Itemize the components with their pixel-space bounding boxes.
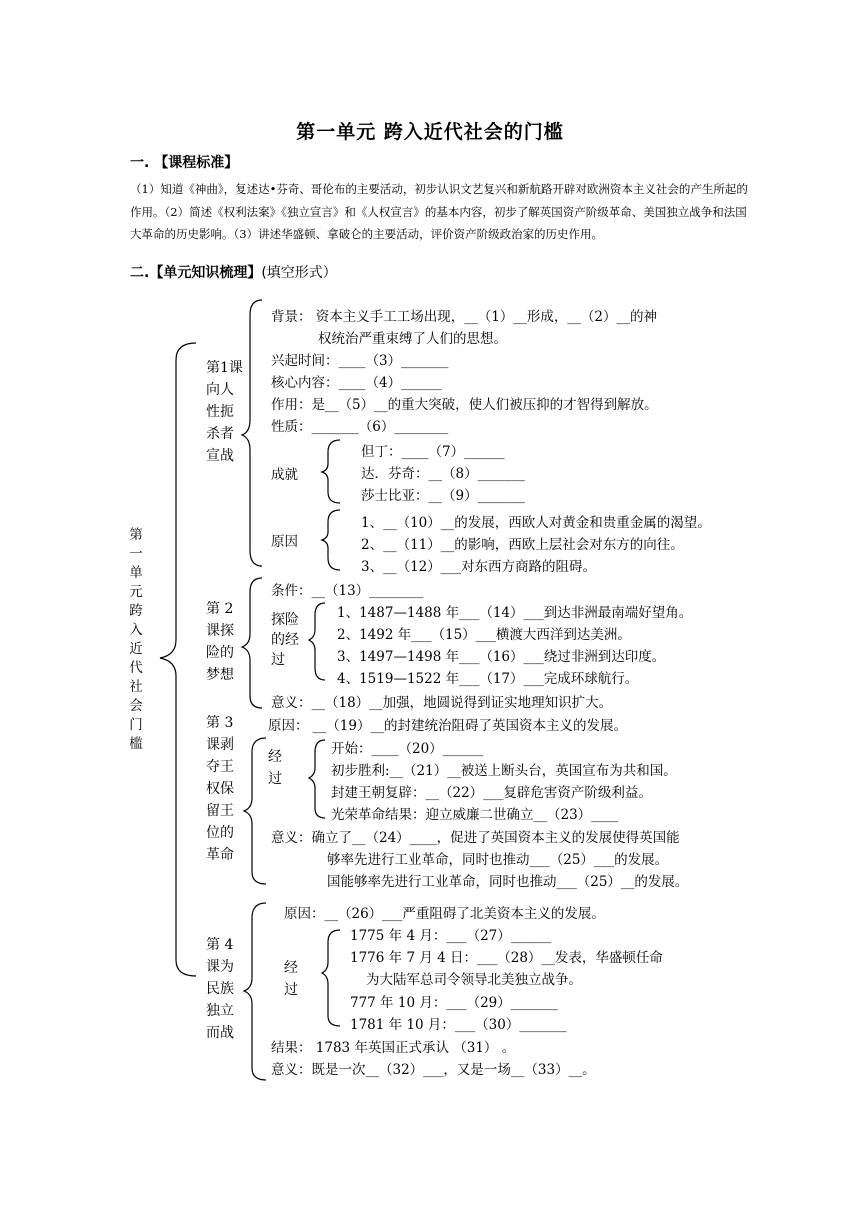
- l4-result: 结果： 1783 年英国正式承认 （31） 。: [271, 1040, 516, 1056]
- l3-glorious-revolution: 光荣革命结果：迎立威廉二世确立__（23）____: [331, 807, 619, 823]
- l2-voyage-2: 2、1492 年___（15）___横渡大西洋到达美洲。: [337, 627, 631, 643]
- achievements-bracket: [322, 440, 340, 503]
- l1-background: 背景： 资本主义手工工场出现，__（1）__形成，__（2）__的神: [271, 309, 657, 325]
- l1-background-cont: 权统治严重束缚了人们的思想。: [318, 331, 507, 347]
- l1-cause-3: 3、__（12）___对东西方商路的阻碍。: [361, 559, 597, 575]
- l4-1777: 777 年 10 月：___（29）_______: [350, 995, 558, 1011]
- l1-shakespeare: 莎士比亚：__（9）_______: [361, 488, 525, 504]
- unit-label: 第一单元跨入近代社会门槛: [129, 527, 143, 752]
- l3-restoration: 封建王朝复辟：__（22）___复辟危害资产阶级利益。: [331, 785, 652, 801]
- l4-1775: 1775 年 4 月：___（27）______: [350, 928, 552, 944]
- lesson3-bracket: [244, 738, 266, 884]
- causes-bracket: [322, 510, 340, 570]
- l3-start: 开始：____（20）______: [331, 741, 484, 757]
- lesson-3-label: 第 3 课剥夺王权保留王位的革命: [206, 715, 234, 863]
- process3-bracket: [309, 740, 325, 818]
- l1-core-content: 核心内容：____（4）______: [271, 375, 442, 391]
- l3-cause: 原因： __（19）__的封建统治阻碍了英国资本主义的发展。: [268, 718, 627, 734]
- l2-voyage-4: 4、1519—1522 年___（17）___完成环球航行。: [337, 671, 639, 687]
- l1-nature: 性质：_______（6）________: [271, 419, 449, 435]
- l4-1781: 1781 年 10 月：___（30）_______: [350, 1017, 567, 1033]
- process4-bracket: [322, 930, 340, 1026]
- l4-significance: 意义：既是一次__（32）___，又是一场__（33）__。: [271, 1062, 596, 1078]
- l3-process-label: 经过: [268, 749, 282, 787]
- l1-achievements-label: 成就: [271, 467, 298, 483]
- l1-da-vinci: 达．芬奇：__（8）_______: [361, 466, 525, 482]
- course-standard-text: （1）知道《神曲》，复述达•芬奇、哥伦布的主要活动，初步认识文艺复兴和新航路开辟对欧洲资本主义社会的产生所起的作用。（2）简述《权利法案》《独立宣言》和《人权宣言》的基本内容，初步了解英国资产阶级革命、美国独立战争和法国大革命的历史影响。（3）讲述华盛顿、拿破仑的主要活动，评价资产阶级政治家的历史作用。: [130, 182, 748, 241]
- l1-effect: 作用：是__（5）__的重大突破，使人们被压抑的才智得到解放。: [271, 397, 658, 413]
- l3-first-victory: 初步胜利:__（21）__被送上断头台，英国宣布为共和国。: [331, 763, 677, 779]
- voyage-bracket: [309, 603, 325, 680]
- section-heading-standards: 一. 【课程标准】: [130, 155, 239, 171]
- l3-significance-cont-2: 国能够率先进行工业革命，同时也推动___（25）__的发展。: [327, 874, 689, 890]
- lesson4-bracket: [244, 903, 266, 1080]
- page-title: 第一单元 跨入近代社会的门槛: [296, 121, 564, 143]
- lesson-1-label: 第1课向人性扼杀者宣战: [206, 360, 243, 464]
- lesson-4-label: 第 4 课为民族独立而战: [206, 937, 234, 1041]
- section-heading-summary-label: 二.【单元知识梳理】: [130, 265, 262, 281]
- l2-voyage-1: 1、1487—1488 年___（14）___到达非洲最南端好望角。: [337, 605, 693, 621]
- l4-cause: 原因：__（26）___严重阻碍了北美资本主义的发展。: [284, 906, 605, 922]
- l4-1776-cont: 为大陆军总司令领导北美独立战争。: [366, 972, 582, 988]
- l3-significance: 意义：确立了__（24）____，促进了英国资本主义的发展使得英国能: [271, 830, 680, 846]
- l1-causes-label: 原因: [271, 534, 298, 550]
- l4-1776: 1776 年 7 月 4 日：___（28）__发表，华盛顿任命: [350, 950, 663, 966]
- fill-in-note: (填空形式）: [261, 265, 337, 281]
- l2-voyage-3: 3、1497—1498 年___（16）___绕过非洲到达印度。: [337, 649, 666, 665]
- l1-cause-2: 2、__（11）__的影响，西欧上层社会对东方的向往。: [361, 537, 684, 553]
- l4-process-label: 经过: [284, 960, 298, 998]
- l1-cause-1: 1、__（10）__的发展，西欧人对黄金和贵重金属的渴望。: [361, 515, 711, 531]
- l1-start-time: 兴起时间：____（3）_______: [271, 353, 449, 369]
- l2-conditions: 条件：__（13）________: [271, 583, 424, 599]
- l1-dante: 但丁：____（7）______: [361, 444, 505, 460]
- l2-voyage-label: 探险的经过: [271, 612, 299, 668]
- lesson-2-label: 第 2 课探险的梦想: [206, 601, 234, 683]
- unit-bracket: [160, 343, 196, 976]
- l2-significance: 意义：__（18）__加强，地圆说得到证实地理知识扩大。: [271, 695, 613, 711]
- l3-significance-cont: 够率先进行工业革命，同时也推动___（25）___的发展。: [327, 852, 669, 868]
